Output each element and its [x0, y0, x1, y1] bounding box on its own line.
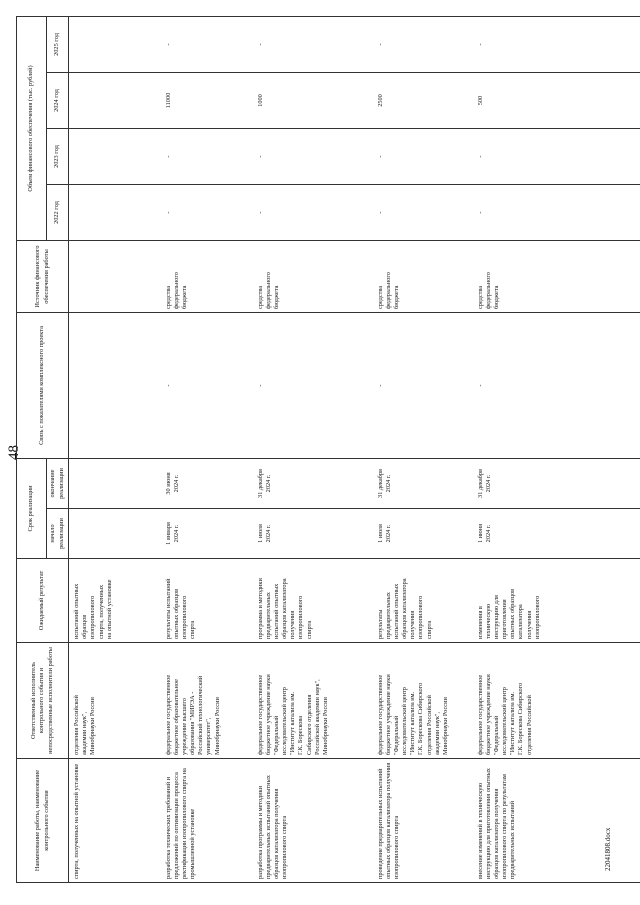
- table-row: [69, 16, 161, 882]
- header-name: Наименование работы, наименование контрольного события: [17, 759, 69, 883]
- executor-cell: отделения Российской академии наук", Минобрнауки России: [69, 643, 161, 759]
- funding-2023-cell: [69, 129, 161, 185]
- work-name-cell: внесение изменений в техническую инструкцию для приготовления опытных образцов катализатора получения изопропилового спирта по результатам предварительных испытаний: [473, 759, 640, 883]
- funding-2023-cell: -: [373, 129, 473, 185]
- start-date-cell: 1 января 2024 г.: [161, 509, 253, 559]
- expected-result-cell: программа и методики предварительных испытаний опытных образцов катализатора получения изопропилового спирта: [253, 559, 373, 643]
- header-start: начало реализации: [47, 509, 69, 559]
- table-row: [373, 16, 473, 882]
- header-period: Срок реализации: [17, 459, 47, 559]
- end-date-cell: 31 декабря 2024 г.: [253, 459, 373, 509]
- funding-2022-cell: -: [253, 185, 373, 241]
- funding-2025-cell: -: [473, 16, 640, 72]
- funding-2024-cell: 11000: [161, 73, 253, 129]
- funding-2023-cell: -: [253, 129, 373, 185]
- expected-result-cell: изменения в техническую инструкцию для приготовления опытных образцов катализатора получения изопропилового: [473, 559, 640, 643]
- project-link-cell: -: [253, 313, 373, 459]
- header-year-2024: 2024 год: [47, 73, 69, 129]
- funding-2022-cell: -: [373, 185, 473, 241]
- funding-2025-cell: -: [253, 16, 373, 72]
- expected-result-cell: результаты предварительных испытаний опытных образцов катализатора получения изопропилового спирта: [373, 559, 473, 643]
- funding-2024-cell: 500: [473, 73, 640, 129]
- project-link-cell: [69, 313, 161, 459]
- table-row: [473, 16, 640, 882]
- page-number: 48: [6, 445, 22, 460]
- funding-2024-cell: 2500: [373, 73, 473, 129]
- end-date-cell: 31 декабря 2024 г.: [373, 459, 473, 509]
- table-row: [161, 16, 253, 882]
- executor-cell: федеральное государственное бюджетное учреждение науки "Федеральный исследовательский центр "Институт катализа им. Г.К. Борескова Сибирского отделения Российской академии наук", Минобрнауки России: [253, 643, 373, 759]
- work-name-cell: разработка программы и методики предварительных испытаний опытных образцов катализатора получения изопропилового спирта: [253, 759, 373, 883]
- work-plan-table: [16, 16, 640, 883]
- funding-2022-cell: -: [473, 185, 640, 241]
- project-link-cell: -: [373, 313, 473, 459]
- executor-cell: федеральное государственное бюджетное учреждение науки "Федеральный исследовательский центр "Институт катализа им. Г.К. Борескова Сибирского отделения Российской академии наук", Минобрнауки России: [373, 643, 473, 759]
- header-end: окончание реализации: [47, 459, 69, 509]
- header-source: Источник финансового обеспечения работы: [17, 241, 69, 313]
- funding-2024-cell: 1000: [253, 73, 373, 129]
- header-year-2025: 2025 год: [47, 16, 69, 72]
- header-year-2023: 2023 год: [47, 129, 69, 185]
- start-date-cell: 1 июня 2024 г.: [473, 509, 640, 559]
- funding-2025-cell: -: [161, 16, 253, 72]
- funding-source-cell: [69, 241, 161, 313]
- funding-2024-cell: [69, 73, 161, 129]
- funding-2023-cell: -: [473, 129, 640, 185]
- start-date-cell: 1 июля 2024 г.: [253, 509, 373, 559]
- funding-source-cell: средства федерального бюджета: [473, 241, 640, 313]
- header-funding: Объем финансового обеспечения (тыс. рублей): [17, 16, 47, 240]
- start-date-cell: 1 июля 2024 г.: [373, 509, 473, 559]
- executor-cell: федеральное государственное бюджетное образовательное учреждение высшего образования "МИРЭА - Российский технологический университет", Минобрнауки России: [161, 643, 253, 759]
- end-date-cell: [69, 459, 161, 509]
- funding-2025-cell: -: [373, 16, 473, 72]
- funding-2022-cell: [69, 185, 161, 241]
- header-executor: Ответственный исполнитель контрольного события и непосредственные исполнители работы: [17, 643, 69, 759]
- funding-source-cell: средства федерального бюджета: [161, 241, 253, 313]
- header-result: Ожидаемый результат: [17, 559, 69, 643]
- funding-2022-cell: -: [161, 185, 253, 241]
- header-year-2022: 2022 год: [47, 185, 69, 241]
- funding-2023-cell: -: [161, 129, 253, 185]
- work-name-cell: проведение предварительных испытаний опытных образцов катализатора получения изопропилового спирта: [373, 759, 473, 883]
- end-date-cell: 31 декабря 2024 г.: [473, 459, 640, 509]
- work-name-cell: разработка технических требований и предложений по оптимизации процесса ректификации изопропилового спирта на промышленной установке: [161, 759, 253, 883]
- document-filename: 22041808.docx: [604, 827, 612, 871]
- project-link-cell: -: [473, 313, 640, 459]
- funding-source-cell: средства федерального бюджета: [373, 241, 473, 313]
- expected-result-cell: результаты испытаний опытных образцов изопропилового спирта: [161, 559, 253, 643]
- table-row: [253, 16, 373, 882]
- funding-2025-cell: [69, 16, 161, 72]
- start-date-cell: [69, 509, 161, 559]
- header-link: Связь с показателями комплексного проекта: [17, 313, 69, 459]
- expected-result-cell: испытаний опытных образцов изопропилового спирта, полученных на опытной установке: [69, 559, 161, 643]
- project-link-cell: -: [161, 313, 253, 459]
- funding-source-cell: средства федерального бюджета: [253, 241, 373, 313]
- end-date-cell: 30 июня 2024 г.: [161, 459, 253, 509]
- executor-cell: федеральное государственное бюджетное учреждение науки "Федеральный исследовательский центр "Институт катализа им. Г.К. Борескова Сибирского отделения Российской: [473, 643, 640, 759]
- work-name-cell: спирта, полученных на опытной установке: [69, 759, 161, 883]
